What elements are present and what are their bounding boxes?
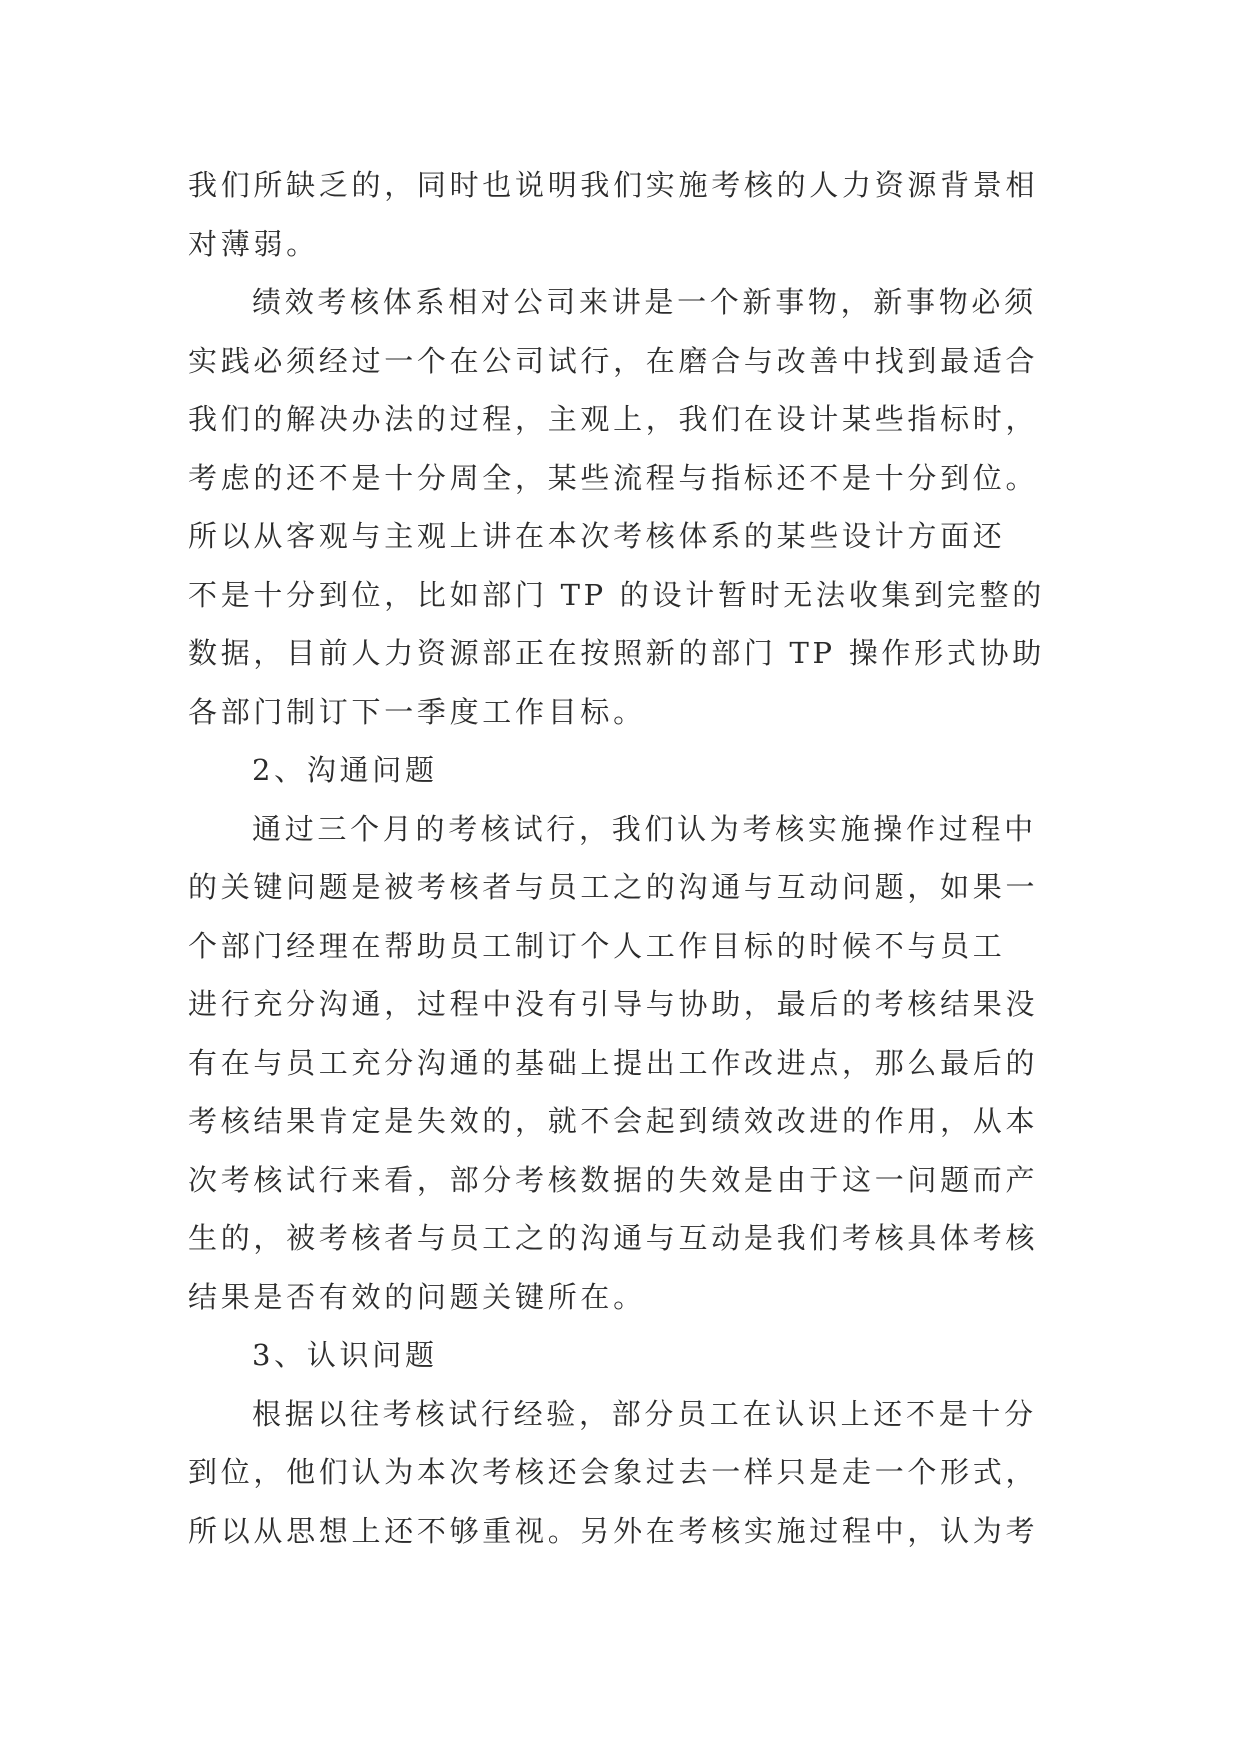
text-line: 我们所缺乏的，同时也说明我们实施考核的人力资源背景相 (188, 168, 1039, 202)
text-line: 不是十分到位，比如部门 TP 的设计暂时无法收集到完整的 (188, 577, 1045, 612)
text-line: 到位，他们认为本次考核还会象过去一样只是走一个形式， (188, 1455, 1039, 1489)
text-line: 生的，被考核者与员工之的沟通与互动是我们考核具体考核 (188, 1221, 1039, 1255)
text-line: 的关键问题是被考核者与员工之的沟通与互动问题，如果一 (188, 870, 1039, 904)
paragraph-first-line: 3、认识问题 (252, 1338, 438, 1372)
text-line: 考虑的还不是十分周全，某些流程与指标还不是十分到位。 (188, 460, 1039, 495)
text-line: 有在与员工充分沟通的基础上提出工作改进点，那么最后的 (188, 1045, 1039, 1080)
text-line: 个部门经理在帮助员工制订个人工作目标的时候不与员工 (188, 928, 1006, 963)
text-line: 数据，目前人力资源部正在按照新的部门 TP 操作形式协助 (188, 636, 1045, 670)
text-line: 对薄弱。 (188, 226, 319, 261)
text-line: 各部门制订下一季度工作目标。 (188, 694, 646, 729)
text-line: 次考核试行来看，部分考核数据的失效是由于这一问题而产 (188, 1162, 1039, 1197)
text-line: 实践必须经过一个在公司试行，在磨合与改善中找到最适合 (188, 343, 1039, 378)
paragraph-first-line: 通过三个月的考核试行，我们认为考核实施操作过程中 (252, 811, 1037, 846)
text-line: 我们的解决办法的过程，主观上，我们在设计某些指标时， (188, 402, 1039, 436)
text-line: 考核结果肯定是失效的，就不会起到绩效改进的作用，从本 (188, 1104, 1039, 1138)
text-line: 结果是否有效的问题关键所在。 (188, 1279, 646, 1314)
paragraph-first-line: 根据以往考核试行经验，部分员工在认识上还不是十分 (252, 1396, 1037, 1431)
text-line: 所以从客观与主观上讲在本次考核体系的某些设计方面还 (188, 519, 1006, 553)
text-line: 进行充分沟通，过程中没有引导与协助，最后的考核结果没 (188, 987, 1039, 1021)
paragraph-first-line: 绩效考核体系相对公司来讲是一个新事物，新事物必须 (252, 285, 1037, 319)
document-body-text (188, 156, 1054, 1560)
text-line: 所以从思想上还不够重视。另外在考核实施过程中，认为考 (188, 1513, 1039, 1548)
paragraph-first-line: 2、沟通问题 (252, 753, 438, 787)
